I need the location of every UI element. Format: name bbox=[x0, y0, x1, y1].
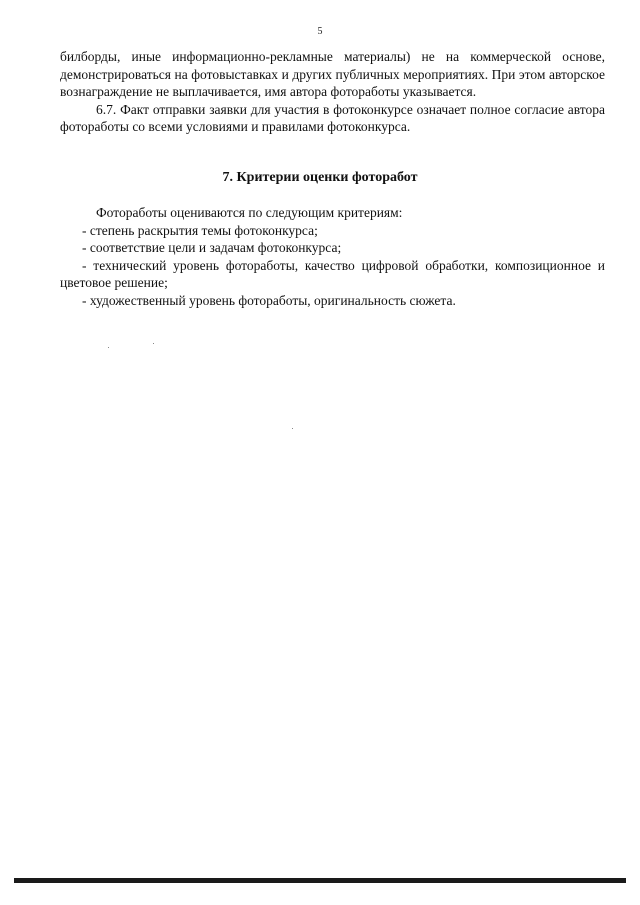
criteria-item: - соответствие цели и задачам фотоконкурса; bbox=[82, 240, 342, 255]
criteria-item: - степень раскрытия темы фотоконкурса; bbox=[82, 222, 318, 238]
criteria-list bbox=[60, 204, 605, 309]
page-number: 5 bbox=[317, 26, 323, 37]
paragraph-6-7: 6.7. Факт отправки заявки для участия в фотоконкурсе означает полное согласие автора фотоработы со всеми условиями и правилами фотоконкурса. bbox=[60, 101, 605, 134]
paragraph-continuation: билборды, иные информационно-рекламные материалы) не на коммерческой основе, демонстрироваться на фотовыставках и других публичных мероприятиях. При этом авторское вознаграждение не выплачивается, имя автора фотоработы указывается. bbox=[60, 49, 605, 99]
criteria-item: - технический уровень фотоработы, качество цифровой обработки, композиционное и цветовое решение; bbox=[60, 257, 605, 290]
bottom-scan-border bbox=[14, 878, 626, 883]
scan-speck bbox=[292, 428, 293, 429]
scan-speck bbox=[153, 343, 154, 344]
section-7-heading: 7. Критерии оценки фоторабот bbox=[222, 170, 418, 185]
scan-speck bbox=[108, 347, 109, 348]
section-6-continuation bbox=[60, 48, 605, 136]
criteria-item: - художественный уровень фотоработы, оригинальность сюжета. bbox=[82, 292, 456, 308]
criteria-intro: Фотоработы оцениваются по следующим критериям: bbox=[96, 205, 403, 220]
